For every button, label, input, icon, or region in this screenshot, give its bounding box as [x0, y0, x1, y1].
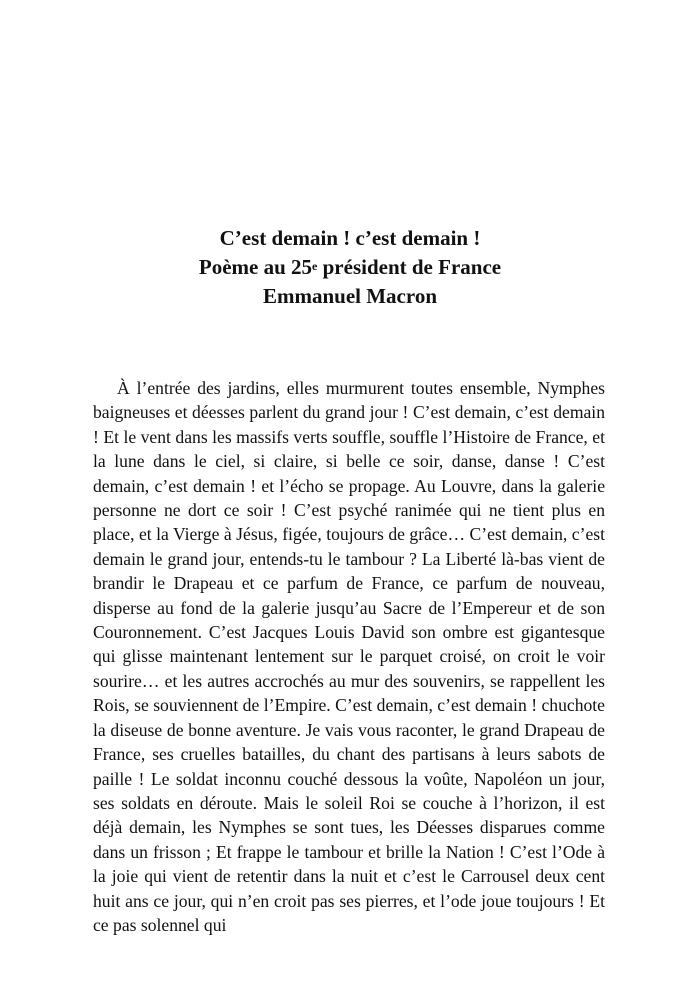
title-line-2-prefix: Poème au 25	[198, 255, 313, 279]
title-line-3: Emmanuel Macron	[262, 284, 438, 308]
title-line-2-suffix: président de France	[317, 255, 502, 279]
title-line-2-superscript: e	[312, 259, 318, 273]
poem-title	[0, 224, 700, 311]
title-line-1: C’est demain ! c’est demain !	[219, 226, 481, 250]
title-line-2	[0, 253, 700, 282]
poem-body-paragraph: À l’entrée des jardins, elles murmurent toutes ensemble, Nymphes baigneuses et déesses parlent du grand jour ! C’est demain, c’est demain ! Et le vent dans les massifs verts souffle, souffle l’Histoire de France, et la lune dans le ciel, si claire, si belle ce soir, danse, danse ! C’est demain, c’est demain ! et l’écho se propage. Au Louvre, dans la galerie personne ne dort ce soir ! C’est psyché ranimée qui ne tient plus en place, et la Vierge à Jésus, figée, toujours de grâce… C’est demain, c’est demain le grand jour, entends-tu le tambour ? La Liberté là-bas vient de brandir le Drapeau et ce parfum de France, ce parfum de nouveau, disperse au fond de la galerie jusqu’au Sacre de l’Empereur et de son Couronnement. C’est Jacques Louis David son ombre est gigantesque qui glisse maintenant lentement sur le parquet croisé, on croit le voir sourire… et les autres accrochés au mur des souvenirs, se rappellent les Rois, se souviennent de l’Empire. C’est demain, c’est demain ! chuchote la diseuse de bonne aventure. Je vais vous raconter, le grand Drapeau de France, ses cruelles batailles, du chant des partisans à leurs sabots de paille ! Le soldat inconnu couché dessous la voûte, Napoléon un jour, ses soldats en déroute. Mais le soleil Roi se couche à l’horizon, il est déjà demain, les Nymphes se sont tues, les Déesses disparues comme dans un frisson ; Et frappe le tambour et brille la Nation ! C’est l’Ode à la joie qui vient de retentir dans la nuit et c’est le Carrousel deux cent huit ans ce jour, qui n’en croit pas ses pierres, et l’ode joue toujours ! Et ce pas solennel qui	[93, 378, 605, 935]
